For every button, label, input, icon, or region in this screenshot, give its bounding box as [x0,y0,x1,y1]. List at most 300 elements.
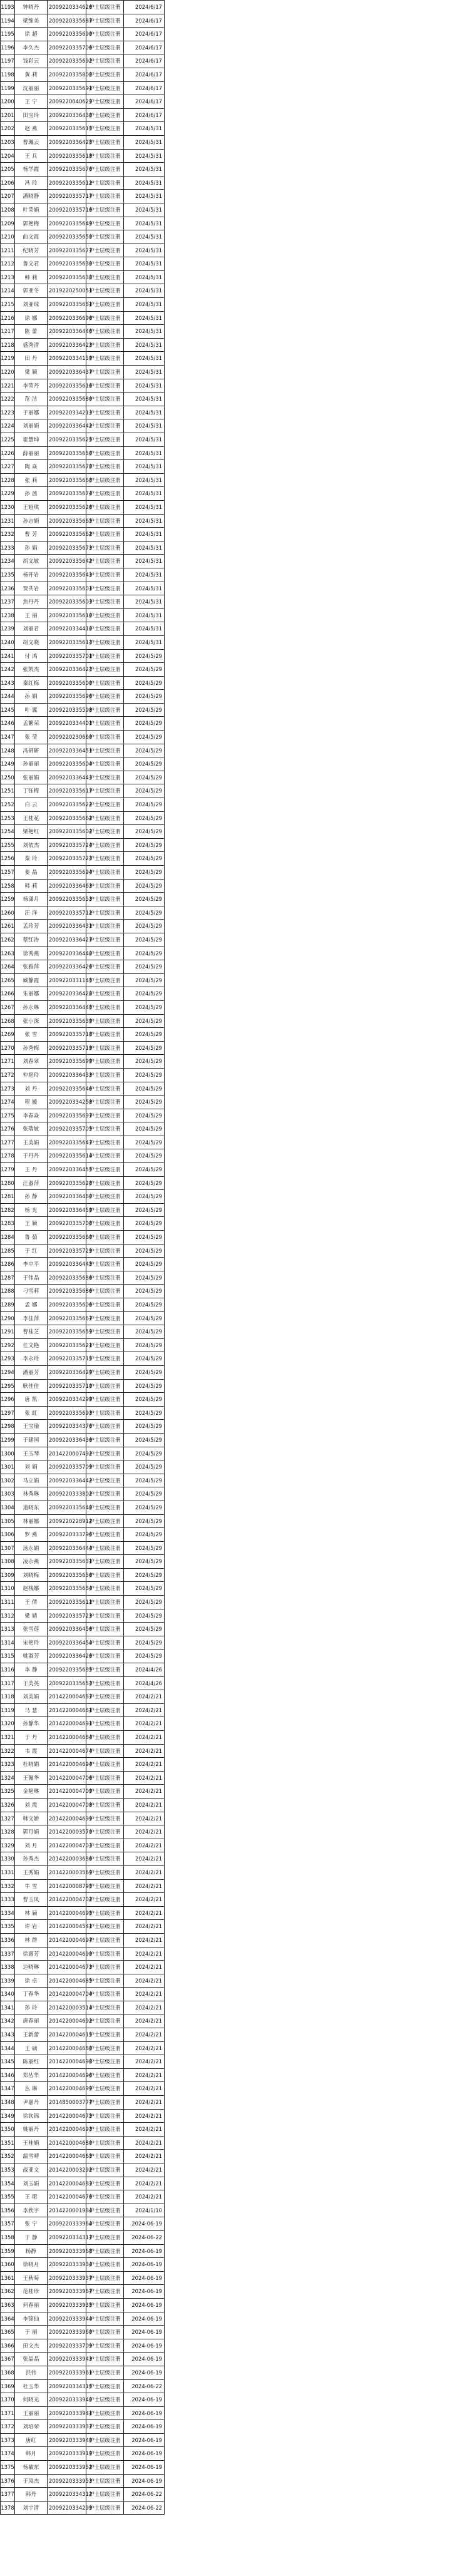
certificate-number-cell: 2009220335680 [48,393,86,406]
table-row [1,2204,165,2217]
table-row [1,555,165,568]
table-row [1,1825,165,1839]
table-row [1,1663,165,1677]
table-row [1,2190,165,2204]
certificate-number-cell: 2009220336442 [48,419,86,433]
date-cell: 2024/5/31 [124,582,165,595]
registration-type-cell: 护士层级注册 [86,608,124,622]
registration-type-cell: 护士层级注册 [86,1055,124,1069]
name-cell: 林 群 [15,1933,48,1947]
name-cell: 孙永琳 [15,1000,48,1014]
date-cell: 2024/2/21 [124,2136,165,2150]
registration-type-cell: 护士层级注册 [86,284,124,298]
row-number-cell: 1270 [1,1041,15,1055]
date-cell: 2024/5/29 [124,838,165,852]
certificate-number-cell: 2014220004687 [48,1690,86,1704]
certificate-number-cell: 2009220335706 [48,41,86,54]
table-row [1,1528,165,1542]
table-row [1,731,165,744]
registration-type-cell: 护士层级注册 [86,1798,124,1812]
row-number-cell: 1279 [1,1163,15,1177]
date-cell: 2024/5/31 [124,149,165,163]
row-number-cell: 1304 [1,1501,15,1514]
row-number-cell: 1221 [1,379,15,393]
table-row [1,217,165,230]
table-row [1,433,165,447]
registration-type-cell: 护士层级注册 [86,1906,124,1920]
name-cell: 李 静 [15,1663,48,1677]
row-number-cell: 1219 [1,352,15,366]
date-cell: 2024/4/26 [124,1676,165,1690]
table-row [1,284,165,298]
date-cell: 2024-06-19 [124,2420,165,2434]
table-row [1,1839,165,1852]
row-number-cell: 1250 [1,771,15,784]
date-cell: 2024/5/31 [124,500,165,514]
table-row [1,608,165,622]
date-cell: 2024/5/29 [124,1082,165,1096]
table-row [1,2096,165,2110]
registration-type-cell: 护士层级注册 [86,595,124,609]
row-number-cell: 1257 [1,866,15,880]
row-number-cell: 1368 [1,2366,15,2379]
registration-type-cell: 护士层级注册 [86,2447,124,2461]
certificate-number-cell: 2014220004691 [48,1717,86,1731]
name-cell: 郑丛华 [15,2068,48,2082]
date-cell: 2024/5/31 [124,366,165,379]
row-number-cell: 1335 [1,1920,15,1934]
registration-type-cell: 护士层级注册 [86,217,124,230]
table-row [1,379,165,393]
table-row [1,595,165,609]
name-cell: 于建国 [15,1433,48,1447]
name-cell: 孙静华 [15,1717,48,1731]
certificate-number-cell: 2009220335665 [48,514,86,528]
row-number-cell: 1274 [1,1096,15,1109]
date-cell: 2024/2/21 [124,1974,165,1988]
registration-type-cell: 护士层级注册 [86,1731,124,1745]
name-cell: 王佩华 [15,1771,48,1785]
certificate-number-cell: 2009220335724 [48,838,86,852]
row-number-cell: 1275 [1,1109,15,1122]
registration-type-cell: 护士层级注册 [86,2339,124,2353]
name-cell: 孟繁荣 [15,717,48,731]
registration-type-cell: 护士层级注册 [86,2068,124,2082]
registration-type-cell: 护士层级注册 [86,1825,124,1839]
name-cell: 于丹丹 [15,1149,48,1163]
row-number-cell: 1252 [1,798,15,812]
table-row [1,2150,165,2163]
date-cell: 2024/2/21 [124,1731,165,1745]
certificate-number-cell: 2009220335662 [48,528,86,541]
name-cell: 潘晓静 [15,190,48,203]
registration-type-cell: 护士层级注册 [86,1474,124,1487]
name-cell: 孙 娟 [15,690,48,704]
row-number-cell: 1226 [1,446,15,460]
registration-type-cell: 护士层级注册 [86,1203,124,1217]
registration-type-cell: 护士层级注册 [86,54,124,68]
date-cell: 2024-06-19 [124,2353,165,2366]
certificate-number-cell: 2014220004673 [48,1961,86,1974]
row-number-cell: 1223 [1,406,15,419]
row-number-cell: 1301 [1,1460,15,1474]
registration-type-cell: 护士层级注册 [86,960,124,974]
row-number-cell: 1321 [1,1731,15,1745]
certificate-number-cell: 2009220335621 [48,1338,86,1352]
name-cell: 徐晓月 [15,2258,48,2272]
date-cell: 2024/5/29 [124,1623,165,1636]
table-row [1,1285,165,1298]
table-row [1,947,165,960]
name-cell: 杜玉华 [15,2379,48,2393]
row-number-cell: 1203 [1,135,15,149]
name-cell: 汤永娟 [15,1541,48,1555]
row-number-cell: 1367 [1,2353,15,2366]
date-cell: 2024/2/21 [124,2055,165,2069]
table-row [1,1582,165,1596]
registration-type-cell: 护士层级注册 [86,1785,124,1799]
certificate-number-cell: 2009220335606 [48,1298,86,1312]
certificate-number-cell: 2009220333940 [48,2393,86,2407]
date-cell: 2024/5/31 [124,393,165,406]
date-cell: 2024/6/17 [124,1,165,14]
certificate-number-cell: 2009220335628 [48,1176,86,1190]
name-cell: 曹珮云 [15,135,48,149]
table-row [1,1325,165,1339]
row-number-cell: 1210 [1,230,15,244]
table-row [1,649,165,663]
table-row [1,2501,165,2515]
table-row [1,2285,165,2299]
name-cell: 王 硕 [15,2041,48,2055]
registration-type-cell: 护士层级注册 [86,933,124,947]
certificate-number-cell: 2014220004676 [48,2190,86,2204]
date-cell: 2024-06-19 [124,2244,165,2258]
table-row [1,230,165,244]
table-row [1,257,165,271]
registration-type-cell: 护士层级注册 [86,352,124,366]
row-number-cell: 1357 [1,2217,15,2231]
table-row [1,825,165,839]
date-cell: 2024/6/17 [124,54,165,68]
name-cell: 刘丽君 [15,622,48,636]
name-cell: 刘 月 [15,1839,48,1852]
date-cell: 2024/5/29 [124,852,165,866]
certificate-number-cell: 2009220335617 [48,784,86,798]
registration-type-cell: 护士层级注册 [86,2028,124,2042]
table-row [1,2217,165,2231]
name-cell: 刘春翠 [15,1055,48,1069]
certificate-number-cell: 2009220334299 [48,1393,86,1407]
name-cell: 马 慧 [15,1703,48,1717]
certificate-number-cell: 2009220333796 [48,1528,86,1542]
row-number-cell: 1291 [1,1325,15,1339]
row-number-cell: 1345 [1,2055,15,2069]
row-number-cell: 1193 [1,1,15,14]
certificate-number-cell: 2009220333953 [48,2474,86,2488]
table-row [1,838,165,852]
certificate-number-cell: 2014220008795 [48,1879,86,1893]
row-number-cell: 1254 [1,825,15,839]
row-number-cell: 1326 [1,1798,15,1812]
name-cell: 王桂娟 [15,2136,48,2150]
registration-type-cell: 护士层级注册 [86,1947,124,1961]
row-number-cell: 1311 [1,1596,15,1609]
date-cell: 2024/2/21 [124,1690,165,1704]
table-row [1,446,165,460]
name-cell: 张凯杰 [15,663,48,677]
certificate-number-cell: 2014220004702 [48,1893,86,1907]
certificate-number-cell: 2009220336460 [48,1190,86,1204]
certificate-number-cell: 2014220004703 [48,1839,86,1852]
date-cell: 2024/5/29 [124,1379,165,1393]
certificate-number-cell: 2009220335600 [48,676,86,690]
date-cell: 2024/5/31 [124,541,165,555]
certificate-number-cell: 2009220336459 [48,1203,86,1217]
registration-type-cell: 护士层级注册 [86,487,124,501]
certificate-number-cell: 2009220336423 [48,338,86,352]
name-cell: 张 莹 [15,731,48,744]
date-cell: 2024/5/31 [124,487,165,501]
row-number-cell: 1227 [1,460,15,474]
registration-type-cell: 护士层级注册 [86,1988,124,2001]
registration-type-cell: 护士层级注册 [86,2014,124,2028]
table-row [1,1758,165,1772]
row-number-cell: 1271 [1,1055,15,1069]
name-cell: 王美娟 [15,1136,48,1149]
registration-type-cell: 护士层级注册 [86,2353,124,2366]
date-cell: 2024/5/31 [124,446,165,460]
certificate-number-cell: 2009220335622 [48,798,86,812]
certificate-number-cell: 2009220336445 [48,1258,86,1271]
table-row [1,1717,165,1731]
date-cell: 2024/5/29 [124,1420,165,1434]
name-cell: 朱丽娜 [15,987,48,1001]
registration-type-cell: 护士层级注册 [86,1406,124,1420]
name-cell: 杨 光 [15,1203,48,1217]
table-row [1,784,165,798]
date-cell: 2024/5/29 [124,879,165,893]
name-cell: 于凤杰 [15,2474,48,2488]
row-number-cell: 1216 [1,311,15,325]
name-cell: 张 雪 [15,1028,48,1042]
registration-type-cell: 护士层级注册 [86,1650,124,1663]
registration-type-cell: 护士层级注册 [86,2082,124,2096]
name-cell: 洪伟 [15,2366,48,2379]
registration-type-cell: 护士层级注册 [86,1041,124,1055]
date-cell: 2024/2/21 [124,1961,165,1974]
registration-type-cell: 护士层级注册 [86,2393,124,2407]
name-cell: 田文杰 [15,2339,48,2353]
date-cell: 2024/5/29 [124,1163,165,1177]
table-row [1,663,165,677]
name-cell: 徐 娜 [15,311,48,325]
row-number-cell: 1285 [1,1244,15,1258]
name-cell: 贾共岩 [15,582,48,595]
certificate-number-cell: 2009220335639 [48,1014,86,1028]
name-cell: 宋艳玲 [15,1636,48,1650]
date-cell: 2024/5/29 [124,1501,165,1514]
table-row [1,541,165,555]
date-cell: 2024/5/29 [124,893,165,906]
date-cell: 2024/5/31 [124,419,165,433]
registration-type-cell: 护士层级注册 [86,1028,124,1042]
registration-type-cell: 护士层级注册 [86,852,124,866]
certificate-number-cell: 2009220335626 [48,500,86,514]
name-cell: 徐惠芳 [15,1947,48,1961]
table-row [1,1082,165,1096]
row-number-cell: 1261 [1,920,15,933]
table-row [1,1271,165,1285]
registration-type-cell: 护士层级注册 [86,1920,124,1934]
registration-type-cell: 护士层级注册 [86,1393,124,1407]
row-number-cell: 1228 [1,473,15,487]
row-number-cell: 1284 [1,1231,15,1244]
table-row [1,690,165,704]
date-cell: 2024/5/31 [124,473,165,487]
certificate-number-cell: 2009220336444 [48,1541,86,1555]
name-cell: 姜 晶 [15,866,48,880]
table-row [1,203,165,217]
certificate-number-cell: 2009220336429 [48,1365,86,1379]
date-cell: 2024/2/21 [124,1906,165,1920]
table-row [1,1906,165,1920]
certificate-number-cell: 2009220336433 [48,1068,86,1082]
table-row [1,1,165,14]
certificate-number-cell: 2009220335686 [48,1285,86,1298]
certificate-number-cell: 2009220335729 [48,1244,86,1258]
registration-type-cell: 护士层级注册 [86,2096,124,2110]
row-number-cell: 1316 [1,1663,15,1677]
certificate-number-cell: 2014220003570 [48,1825,86,1839]
row-number-cell: 1358 [1,2230,15,2244]
date-cell: 2024-06-22 [124,2501,165,2515]
registration-type-cell: 护士层级注册 [86,2258,124,2272]
registration-type-cell: 护士层级注册 [86,1758,124,1772]
date-cell: 2024/5/29 [124,1190,165,1204]
name-cell: 杜晓娟 [15,1758,48,1772]
table-row [1,2177,165,2190]
table-row [1,1068,165,1082]
date-cell: 2024/5/29 [124,1487,165,1501]
date-cell: 2024/5/29 [124,1271,165,1285]
row-number-cell: 1276 [1,1122,15,1136]
date-cell: 2024/5/29 [124,1068,165,1082]
registration-type-cell: 护士层级注册 [86,2123,124,2137]
date-cell: 2024/5/29 [124,973,165,987]
table-row [1,1338,165,1352]
row-number-cell: 1232 [1,528,15,541]
table-row [1,406,165,419]
certificate-number-cell: 2009220333967 [48,2285,86,2299]
row-number-cell: 1249 [1,757,15,771]
registration-type-cell: 护士层级注册 [86,1596,124,1609]
certificate-number-cell: 2009220335716 [48,203,86,217]
registration-type-cell: 护士层级注册 [86,2366,124,2379]
name-cell: 李中平 [15,1258,48,1271]
date-cell: 2024/5/29 [124,1149,165,1163]
date-cell: 2024/5/31 [124,595,165,609]
date-cell: 2024/2/21 [124,2123,165,2137]
date-cell: 2024/1/10 [124,2204,165,2217]
table-row [1,1109,165,1122]
date-cell: 2024/5/31 [124,311,165,325]
row-number-cell: 1236 [1,582,15,595]
certificate-number-cell: 2009220333934 [48,2258,86,2272]
registration-type-cell: 护士层级注册 [86,731,124,744]
certificate-number-cell: 2014220004674 [48,1744,86,1758]
table-row [1,1785,165,1799]
name-cell: 刘丽娟 [15,419,48,433]
registration-type-cell: 护士层级注册 [86,825,124,839]
table-row [1,1798,165,1812]
table-row [1,1650,165,1663]
registration-type-cell: 护士层级注册 [86,663,124,677]
registration-type-cell: 护士层级注册 [86,2379,124,2393]
row-number-cell: 1344 [1,2041,15,2055]
date-cell: 2024/2/21 [124,1717,165,1731]
registration-type-cell: 护士层级注册 [86,541,124,555]
registration-table [0,0,165,2515]
date-cell: 2024/5/29 [124,784,165,798]
registration-type-cell: 护士层级注册 [86,2109,124,2123]
row-number-cell: 1225 [1,433,15,447]
registration-type-cell: 护士层级注册 [86,555,124,568]
registration-type-cell: 护士层级注册 [86,2488,124,2502]
row-number-cell: 1348 [1,2096,15,2110]
date-cell: 2024/4/26 [124,1663,165,1677]
name-cell: 韩 莉 [15,270,48,284]
date-cell: 2024/5/31 [124,217,165,230]
registration-type-cell: 护士层级注册 [86,68,124,81]
date-cell: 2024/5/31 [124,514,165,528]
table-row [1,1163,165,1177]
date-cell: 2024/2/21 [124,1893,165,1907]
name-cell: 田 丹 [15,352,48,366]
certificate-number-cell: 2009220333709 [48,2339,86,2353]
name-cell: 张小深 [15,1014,48,1028]
table-row [1,1501,165,1514]
row-number-cell: 1260 [1,906,15,920]
registration-type-cell: 护士层级注册 [86,1974,124,1988]
certificate-number-cell: 2009220335719 [48,1041,86,1055]
registration-type-cell: 护士层级注册 [86,95,124,109]
row-number-cell: 1283 [1,1217,15,1231]
registration-type-cell: 护士层级注册 [86,1109,124,1122]
date-cell: 2024/2/21 [124,1812,165,1825]
row-number-cell: 1204 [1,149,15,163]
name-cell: 韩 莉 [15,879,48,893]
certificate-number-cell: 2014220003514 [48,2001,86,2014]
registration-type-cell: 护士层级注册 [86,622,124,636]
certificate-number-cell: 2009220335684 [48,1582,86,1596]
table-row [1,473,165,487]
date-cell: 2024/5/31 [124,270,165,284]
date-cell: 2024/5/29 [124,1596,165,1609]
table-row [1,460,165,474]
certificate-number-cell: 2009220335693 [48,1406,86,1420]
registration-type-cell: 护士层级注册 [86,2204,124,2217]
certificate-number-cell: 2009220335668 [48,473,86,487]
row-number-cell: 1199 [1,81,15,95]
table-row [1,1703,165,1717]
table-row [1,2055,165,2069]
registration-type-cell: 护士层级注册 [86,81,124,95]
name-cell: 于丽娜 [15,406,48,419]
name-cell: 林秀琳 [15,1487,48,1501]
certificate-number-cell: 2009220334401 [48,717,86,731]
date-cell: 2024/6/17 [124,81,165,95]
